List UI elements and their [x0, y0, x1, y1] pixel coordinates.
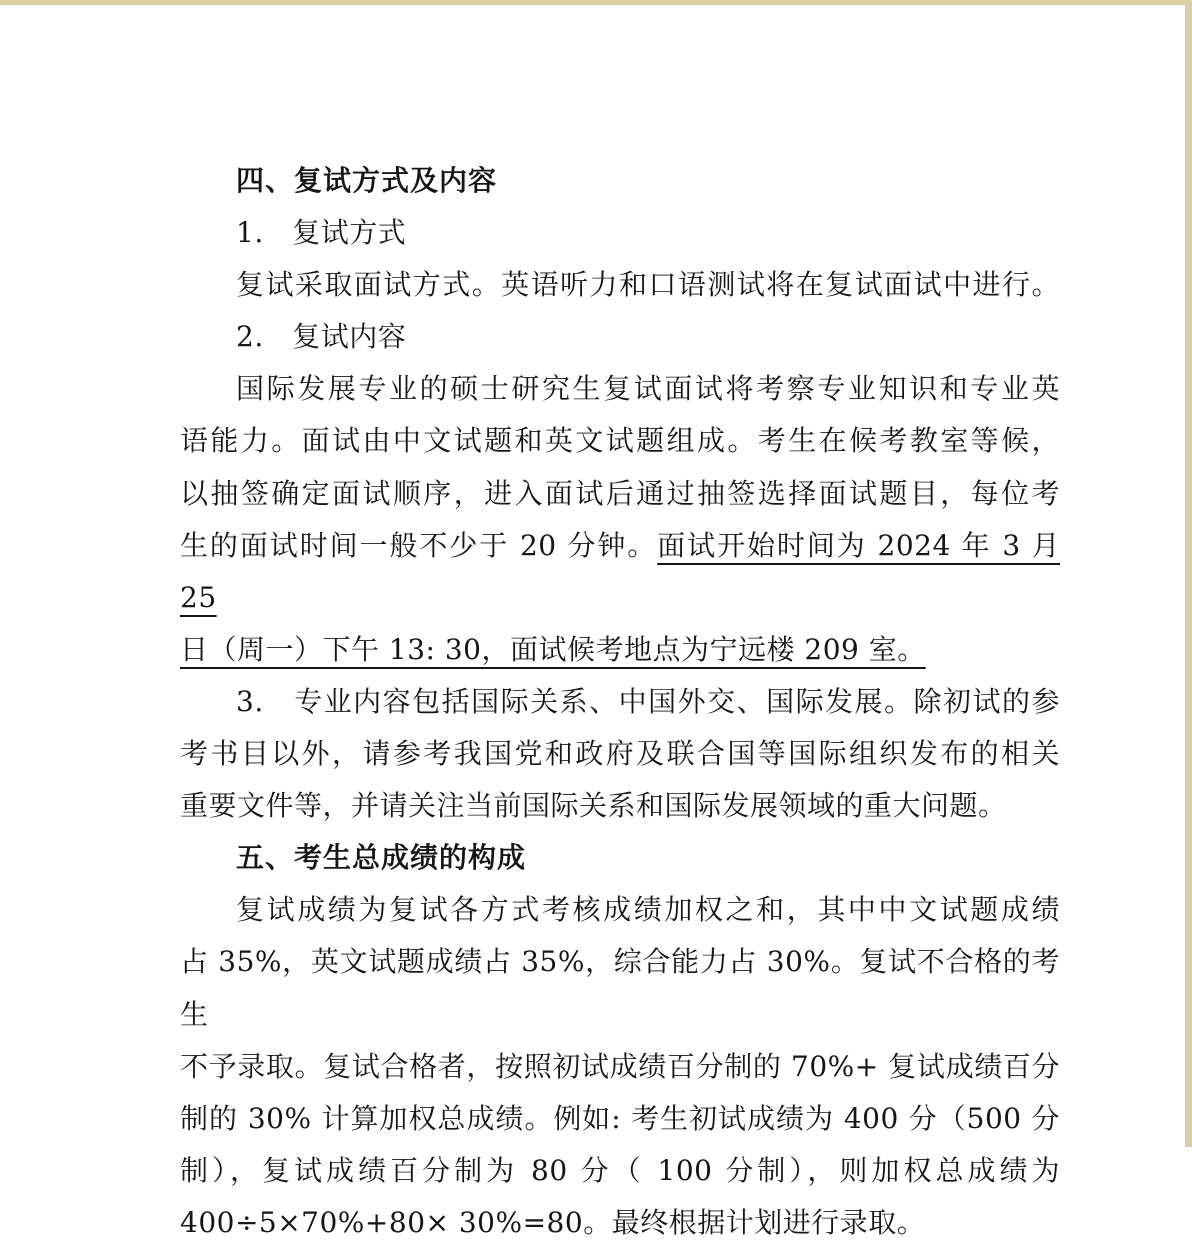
paragraph-line: 语能力。面试由中文试题和英文试题组成。考生在候考教室等候，	[180, 424, 1060, 458]
underlined-interview-location: 日（周一）下午 13: 30，面试候考地点为宁远楼 209 室。	[180, 632, 926, 666]
document-page	[180, 155, 1060, 1249]
paragraph-line-with-underline	[180, 520, 1060, 624]
paragraph-line-formula: 400÷5×70%+80× 30%=80。最终根据计划进行录取。	[180, 1205, 926, 1239]
underlined-interview-time: 面试开始时间为 2024 年 3 月 25	[180, 528, 1060, 614]
section-heading-4: 四、复试方式及内容	[236, 164, 498, 197]
paragraph-line: 以抽签确定面试顺序，进入面试后通过抽签选择面试题目，每位考	[180, 476, 1060, 510]
paragraph-text: 生的面试时间一般不少于 20 分钟。	[180, 528, 658, 562]
paragraph-line: 制的 30% 计算加权总成绩。例如: 考生初试成绩为 400 分（500 分	[180, 1101, 1060, 1135]
paragraph-line: 复试成绩为复试各方式考核成绩加权之和，其中中文试题成绩	[236, 893, 1060, 927]
paragraph-line: 考书目以外，请参考我国党和政府及联合国等国际组织发布的相关	[180, 737, 1060, 771]
page-edge-right-strip	[1185, 0, 1192, 1147]
paragraph-line: 复试采取面试方式。英语听力和口语测试将在复试面试中进行。	[236, 268, 1060, 302]
list-item-1-heading: 1. 复试方式	[236, 216, 407, 250]
paragraph-line: 制），复试成绩百分制为 80 分（ 100 分制），则加权总成绩为	[180, 1153, 1060, 1187]
section-heading-5: 五、考生总成绩的构成	[236, 841, 527, 875]
paragraph-line: 国际发展专业的硕士研究生复试面试将考察专业知识和专业英	[236, 372, 1060, 406]
page-edge-top-strip	[0, 0, 1192, 5]
list-item-3-line: 3. 专业内容包括国际关系、中国外交、国际发展。除初试的参	[236, 684, 1060, 718]
paragraph-line: 不予录取。复试合格者，按照初试成绩百分制的 70%+ 复试成绩百分	[180, 1049, 1060, 1083]
list-item-2-heading: 2. 复试内容	[236, 320, 407, 354]
paragraph-line: 占 35%，英文试题成绩占 35%，综合能力占 30%。复试不合格的考生	[180, 945, 1060, 1031]
paragraph-line: 重要文件等，并请关注当前国际关系和国际发展领域的重大问题。	[180, 789, 1007, 823]
